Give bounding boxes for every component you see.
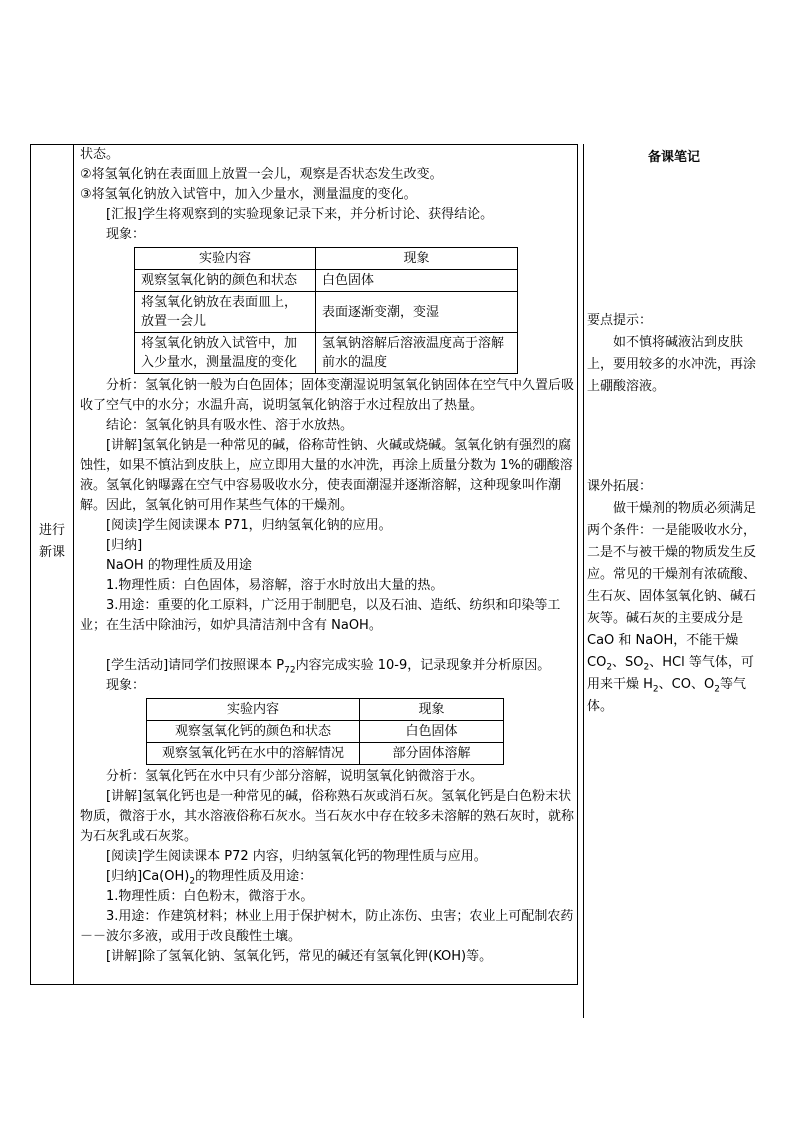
column-divider bbox=[73, 144, 74, 985]
notes-divider bbox=[583, 144, 584, 1018]
tip-text: 如不慎将碱液沾到皮肤上，要用较多的水冲洗，再涂上硼酸溶液。 bbox=[587, 335, 757, 394]
tip-heading: 要点提示： bbox=[587, 313, 653, 328]
reading-paragraph: [阅读]学生阅读课本 P72 内容，归纳氢氧化钙的物理性质与应用。 bbox=[106, 849, 487, 864]
conclusion-paragraph: 结论：氢氧化钠具有吸水性、溶于水放热。 bbox=[106, 418, 354, 433]
naoh-observation-table bbox=[134, 247, 518, 374]
extension-text: 做干燥剂的物质必须满足两个条件：一是能吸收水分，二是不与被干燥的物质发生反应。常见的干燥剂有浓硫酸、生石灰、固体氢氧化钠、碱石灰等。碱石灰的主要成分是 CaO 和 NaOH，不能干燥 $CO_2$、$SO_2$、HCl 等气体，可用来干燥 $H_2$、CO、$O_2$等气体。 bbox=[587, 501, 757, 714]
section-label-line-2: 新课 bbox=[38, 545, 65, 560]
table-cell: 观察氢氧化钙在水中的溶解情况 bbox=[147, 743, 360, 765]
lecture-paragraph: [讲解]氢氧化钙也是一种常见的碱，俗称熟石灰或消石灰。氢氧化钙是白色粉末状物质，微溶于水，其水溶液俗称石灰水。当石灰水中存在较多未溶解的熟石灰时，就称为石灰乳或石灰浆。 bbox=[80, 789, 575, 844]
report-paragraph: [汇报]学生将观察到的实验现象记录下来，并分析讨论、获得结论。 bbox=[106, 207, 494, 222]
table-row bbox=[147, 721, 504, 743]
table-cell: 白色固体 bbox=[316, 270, 518, 292]
table-cell: 观察氢氧化钠的颜色和状态 bbox=[135, 270, 316, 292]
analysis-paragraph: 分析：氢氧化钙在水中只有少部分溶解，说明氢氧化钠微溶于水。 bbox=[106, 769, 484, 784]
caoh-physical: 1.物理性质：白色粉末，微溶于水。 bbox=[106, 889, 314, 904]
table-header-cell: 现象 bbox=[360, 699, 504, 721]
naoh-physical: 1.物理性质：白色固体，易溶解，溶于水时放出大量的热。 bbox=[106, 578, 444, 593]
student-activity: [学生活动]请同学们按照课本 $P_{72}$内容完成实验 10-9，记录现象并分析原因。 bbox=[106, 658, 551, 676]
caoh-observation-table bbox=[146, 698, 504, 765]
phenomenon-label: 现象： bbox=[106, 227, 146, 242]
extension-note bbox=[587, 476, 759, 718]
table-header-cell: 实验内容 bbox=[135, 248, 316, 270]
summary-heading: [归纳]$Ca(OH)_2$的物理性质及用途： bbox=[106, 869, 313, 887]
table-header-row bbox=[147, 699, 504, 721]
phenomenon-label: 现象： bbox=[106, 678, 146, 693]
text-line: ③将氢氧化钠放入试管中，加入少量水，测量温度的变化。 bbox=[80, 187, 417, 202]
summary-tag: [归纳] bbox=[106, 538, 143, 553]
table-cell: 表面逐渐变潮，变湿 bbox=[316, 292, 518, 333]
spacer bbox=[80, 636, 574, 656]
extension-heading: 课外拓展： bbox=[587, 479, 653, 494]
text-line: 状态。 bbox=[80, 147, 120, 162]
table-header-row bbox=[135, 248, 518, 270]
table-row bbox=[147, 743, 504, 765]
table-cell: 将氢氧化钠放在表面皿上，放置一会儿 bbox=[135, 292, 316, 333]
notes-title: 备课笔记 bbox=[647, 150, 700, 165]
reading-paragraph: [阅读]学生阅读课本 P71，归纳氢氧化钠的应用。 bbox=[106, 518, 392, 533]
lesson-content bbox=[80, 145, 574, 967]
text-line: ②将氢氧化钠在表面皿上放置一会儿，观察是否状态发生改变。 bbox=[80, 167, 443, 182]
table-cell: 观察氢氧化钙的颜色和状态 bbox=[147, 721, 360, 743]
naoh-use: 3.用途：重要的化工原料，广泛用于制肥皂，以及石油、造纸、纺织和印染等工业；在生活中除油污，如炉具清洁剂中含有 NaOH。 bbox=[80, 598, 561, 633]
table-cell: 氢氧钠溶解后溶液温度高于溶解前水的温度 bbox=[316, 333, 518, 374]
table-header-cell: 实验内容 bbox=[147, 699, 360, 721]
section-label bbox=[31, 520, 73, 564]
analysis-paragraph: 分析：氢氧化钠一般为白色固体；固体变潮湿说明氢氧化钠固体在空气中久置后吸收了空气中的水分；水温升高，说明氢氧化钠溶于水过程放出了热量。 bbox=[80, 378, 575, 413]
table-row bbox=[135, 270, 518, 292]
table-cell: 白色固体 bbox=[360, 721, 504, 743]
caoh-use: 3.用途：作建筑材料；林业上用于保护树木，防止冻伤、虫害；农业上可配制农药－－波尔多液，或用于改良酸性土壤。 bbox=[80, 909, 574, 944]
lecture-paragraph: [讲解]氢氧化钠是一种常见的碱，俗称苛性钠、火碱或烧碱。氢氧化钠有强烈的腐蚀性，如果不慎沾到皮肤上，应立即用大量的水冲洗，再涂上质量分数为 1%的硼酸溶液。氢氧化钠曝露在空气中容易吸收水分，使表面潮湿并逐渐溶解，这种现象叫作潮解。因此，氢氧化钠可用作某些气体的干燥剂。 bbox=[80, 438, 573, 513]
tip-note bbox=[587, 310, 759, 398]
table-header-cell: 现象 bbox=[316, 248, 518, 270]
table-row bbox=[135, 333, 518, 374]
table-cell: 将氢氧化钠放入试管中，加入少量水，测量温度的变化 bbox=[135, 333, 316, 374]
table-row bbox=[135, 292, 518, 333]
naoh-title: NaOH 的物理性质及用途 bbox=[106, 558, 252, 573]
table-cell: 部分固体溶解 bbox=[360, 743, 504, 765]
lecture-paragraph: [讲解]除了氢氧化钠、氢氧化钙，常见的碱还有氢氧化钾(KOH)等。 bbox=[106, 949, 493, 964]
section-label-line-1: 进行 bbox=[38, 523, 65, 538]
